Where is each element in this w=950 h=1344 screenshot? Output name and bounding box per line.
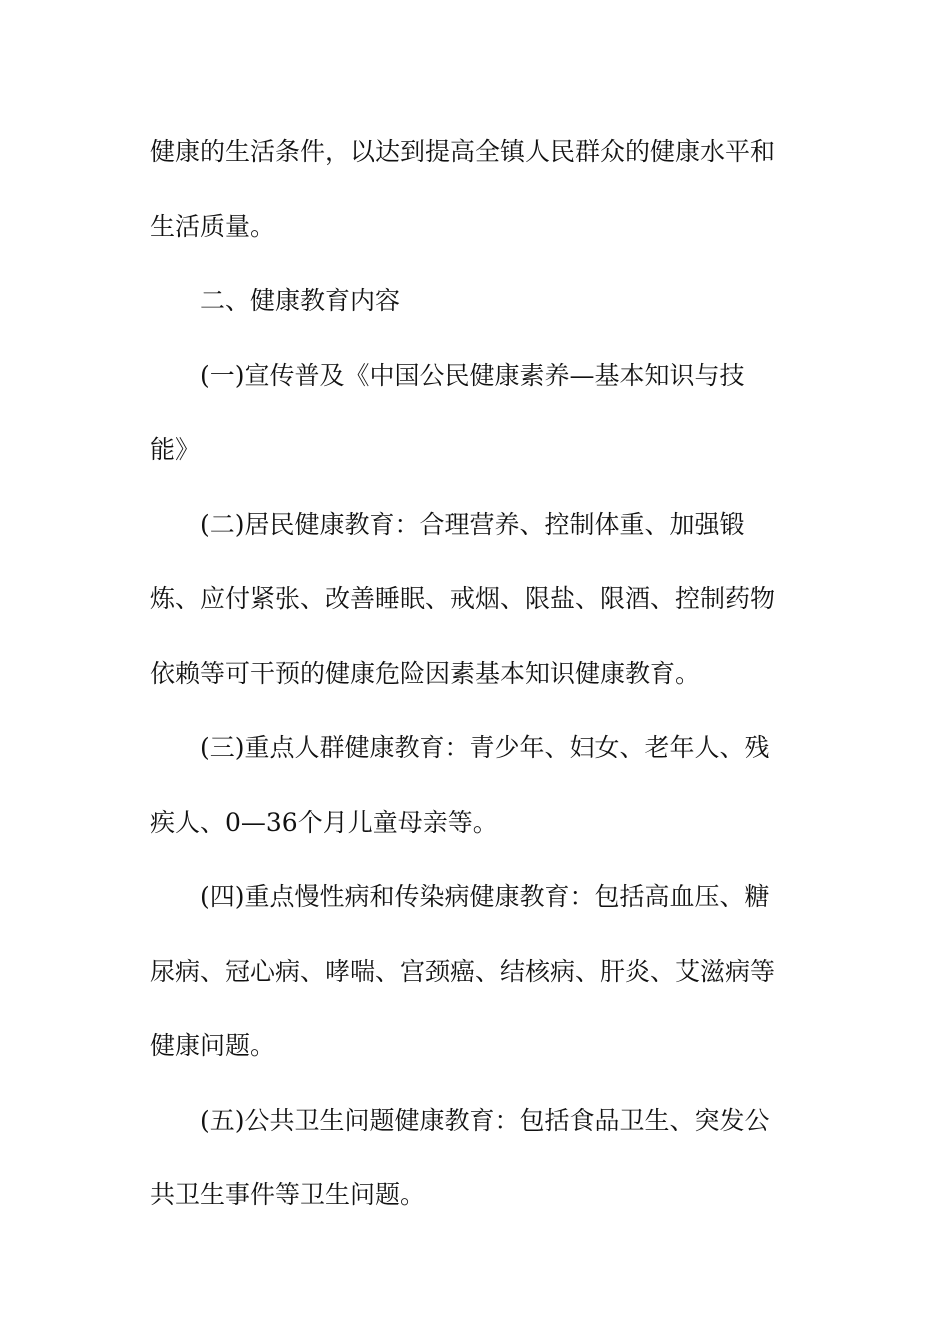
- item-5-line-1: (五)公共卫生问题健康教育：包括食品卫生、突发公: [200, 1105, 770, 1135]
- item-2-line-1: (二)居民健康教育：合理营养、控制体重、加强锻: [200, 509, 745, 539]
- item-4-line-2: 尿病、冠心病、哮喘、宫颈癌、结核病、肝炎、艾滋病等: [150, 956, 776, 986]
- item-3-line-2: 疾人、0—36个月儿童母亲等。: [150, 807, 498, 837]
- item-2-line-2: 炼、应付紧张、改善睡眠、戒烟、限盐、限酒、控制药物: [150, 584, 776, 613]
- item-4-line-1: (四)重点慢性病和传染病健康教育：包括高血压、糖: [200, 882, 770, 911]
- body-line-2: 生活质量。: [150, 211, 276, 241]
- item-1-line-1: (一)宣传普及《中国公民健康素养—基本知识与技: [200, 360, 745, 390]
- section-heading: 二、健康教育内容: [200, 286, 401, 315]
- item-5-line-2: 共卫生事件等卫生问题。: [150, 1180, 426, 1209]
- item-2-line-3: 依赖等可干预的健康危险因素基本知识健康教育。: [150, 658, 701, 688]
- body-line-1: 健康的生活条件，以达到提高全镇人民群众的健康水平和: [150, 137, 776, 166]
- item-4-line-3: 健康问题。: [150, 1031, 276, 1060]
- document-body: [150, 122, 795, 1240]
- item-3-line-1: (三)重点人群健康教育：青少年、妇女、老年人、残: [200, 733, 770, 762]
- item-1-line-2: 能》: [150, 435, 201, 464]
